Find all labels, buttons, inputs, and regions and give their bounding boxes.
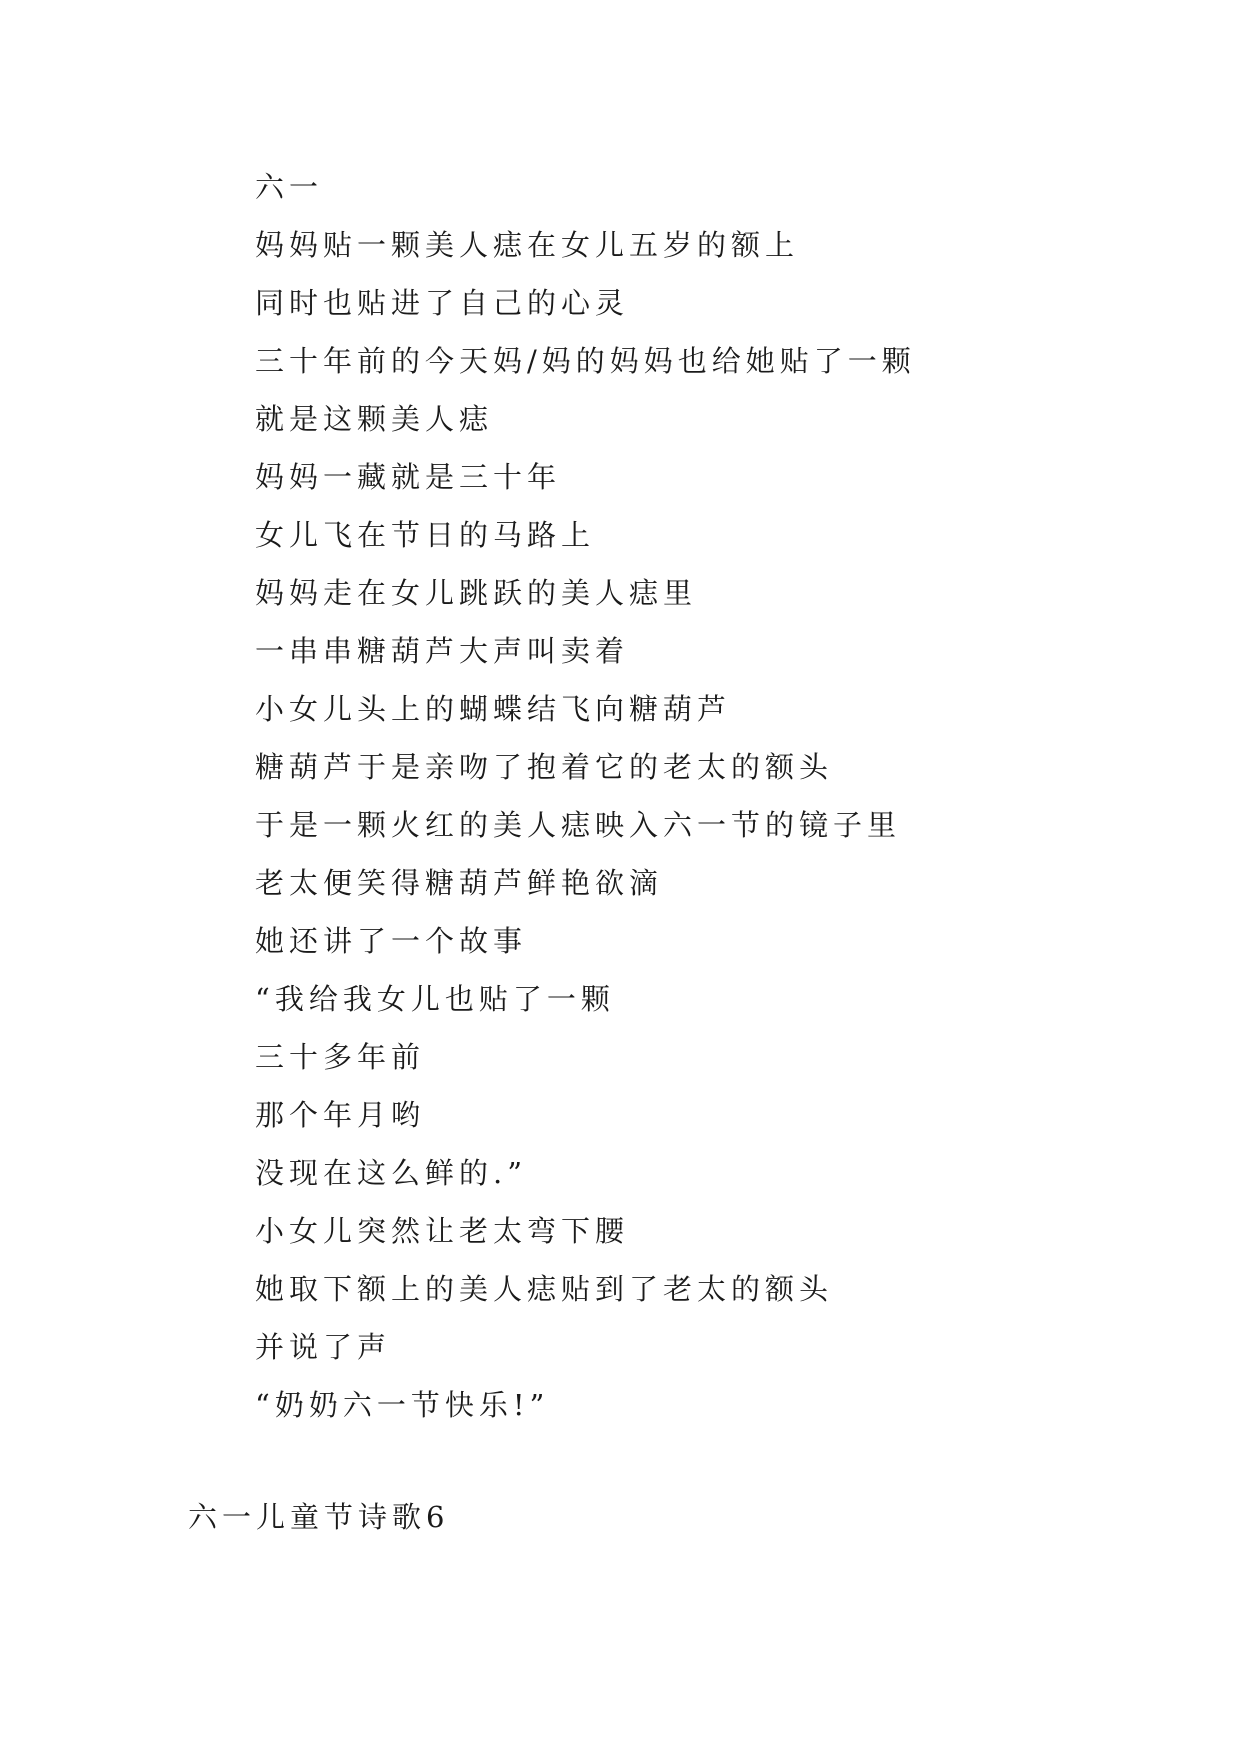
poem-line: “奶奶六一节快乐!” [255,1388,550,1422]
poem-line: 小女儿突然让老太弯下腰 [255,1214,630,1248]
poem-line: 妈妈走在女儿跳跃的美人痣里 [255,576,698,610]
section-heading: 六一儿童节诗歌6 [188,1500,450,1534]
poem-line: “我给我女儿也贴了一颗 [255,982,615,1016]
poem-line: 她取下额上的美人痣贴到了老太的额头 [255,1272,834,1306]
poem-line: 妈妈一藏就是三十年 [255,460,562,494]
poem-line: 就是这颗美人痣 [255,402,494,436]
poem-line: 女儿飞在节日的马路上 [255,518,596,552]
poem-line: 并说了声 [255,1330,392,1364]
poem-line: 妈妈贴一颗美人痣在女儿五岁的额上 [255,228,800,262]
poem-line: 糖葫芦于是亲吻了抱着它的老太的额头 [255,750,834,784]
poem-line: 于是一颗火红的美人痣映入六一节的镜子里 [255,808,902,842]
poem-line: 没现在这么鲜的.” [255,1156,528,1190]
poem-line: 六一 [255,170,324,204]
poem-line: 那个年月哟 [255,1098,426,1132]
poem-line: 一串串糖葫芦大声叫卖着 [255,634,630,668]
poem-line: 同时也贴进了自己的心灵 [255,286,630,320]
poem-body [255,158,1155,1434]
poem-line: 她还讲了一个故事 [255,924,528,958]
poem-line: 三十年前的今天妈/妈的妈妈也给她贴了一颗 [255,344,916,378]
poem-line: 老太便笑得糖葫芦鲜艳欲滴 [255,866,664,900]
poem-line: 小女儿头上的蝴蝶结飞向糖葫芦 [255,692,732,726]
poem-line: 三十多年前 [255,1040,426,1074]
